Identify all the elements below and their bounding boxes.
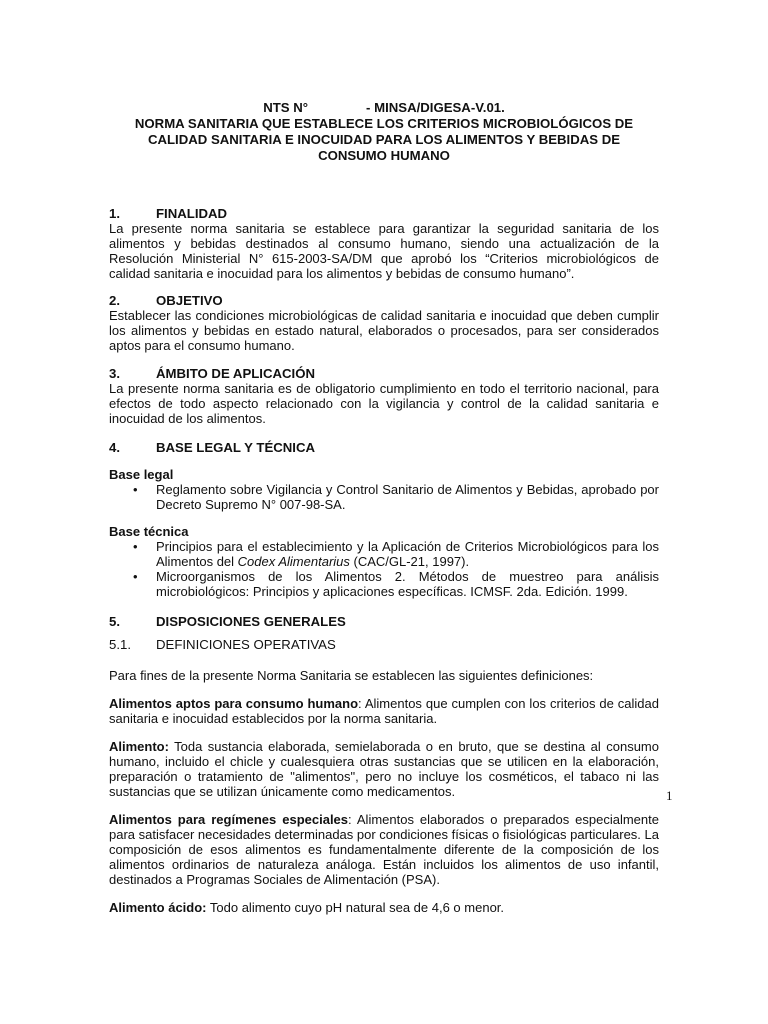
- codex-italic: Codex Alimentarius: [237, 554, 350, 569]
- list-item: • Microorganismos de los Alimentos 2. Métodos de muestreo para análisis microbiológicos: Principios y aplicaciones específicas. ICMSF. 2da. Edición. 1999.: [133, 569, 659, 599]
- section-number: 3.: [109, 366, 120, 381]
- base-tecnica-label: Base técnica: [109, 524, 189, 539]
- subsection-number: 5.1.: [109, 637, 131, 652]
- definition-alimento: [109, 739, 659, 799]
- section-heading-finalidad: [109, 206, 659, 221]
- document-title: [109, 100, 659, 164]
- definition-alimentos-aptos: [109, 696, 659, 726]
- definition-text: Todo alimento cuyo pH natural sea de 4,6 o menor.: [206, 900, 505, 915]
- definition-text: : Alimentos elaborados o preparados especialmente para satisfacer necesidades determinadas por condiciones físicas o fisiológicas particulares. La composición de esos alimentos es fundamentalmente diferente de la composición de los alimentos ordinarios de naturaleza análoga. Están incluidos los alimentos de uso infantil, destinados a Programas Sociales de Alimentación (PSA).: [109, 812, 659, 887]
- section-body-finalidad: La presente norma sanitaria se establece para garantizar la seguridad sanitaria de los alimentos y bebidas destinados al consumo humano, siendo una actualización de la Resolución Ministerial N° 615-2003-SA/DM que aprobó los “Criterios microbiológicos de calidad sanitaria e inocuidad para los alimentos y bebidas de consumo humano”.: [109, 221, 659, 281]
- section-heading-objetivo: [109, 293, 659, 308]
- title-line-1: NORMA SANITARIA QUE ESTABLECE LOS CRITERIOS MICROBIOLÓGICOS DE: [134, 116, 634, 131]
- section-heading-disposiciones: [109, 614, 659, 629]
- section-number: 1.: [109, 206, 120, 221]
- section-number: 4.: [109, 440, 120, 455]
- section-heading-ambito: [109, 366, 659, 381]
- definition-text: : Alimentos que cumplen con los criterios de calidad sanitaria e inocuidad establecidos por la norma sanitaria.: [109, 696, 659, 726]
- section-body-objetivo: Establecer las condiciones microbiológicas de calidad sanitaria e inocuidad que deben cumplir los alimentos y bebidas en estado natural, elaborados o procesados, para ser considerados aptos para el consumo humano.: [109, 308, 659, 353]
- definition-term: Alimentos para regímenes especiales: [109, 812, 349, 827]
- nts-label: NTS N°: [263, 100, 309, 115]
- subsection-title: DEFINICIONES OPERATIVAS: [156, 637, 336, 652]
- section-title: OBJETIVO: [156, 293, 223, 308]
- section-heading-base-legal: [109, 440, 659, 455]
- list-item: • Reglamento sobre Vigilancia y Control Sanitario de Alimentos y Bebidas, aprobado por Decreto Supremo N° 007-98-SA.: [133, 482, 659, 512]
- definition-text: Toda sustancia elaborada, semielaborada o en bruto, que se destina al consumo humano, incluido el chicle y cualesquiera otras sustancias que se utilicen en la elaboración, preparación o tratamiento de "alimentos", pero no incluye los cosméticos, el tabaco ni las sustancias que se utilizan únicamente como medicamentos.: [109, 739, 659, 799]
- document-page: [109, 100, 659, 915]
- list-item-text: (CAC/GL-21, 1997).: [349, 554, 470, 569]
- list-item-text: Principios para el establecimiento y la Aplicación de Criterios Microbiológicos para los Alimentos del: [156, 539, 659, 569]
- page-number: 1: [666, 788, 673, 803]
- nts-code: - MINSA/DIGESA-V.01.: [366, 100, 505, 115]
- section-title: FINALIDAD: [156, 206, 228, 221]
- section-title: ÁMBITO DE APLICACIÓN: [156, 366, 315, 381]
- definition-term: Alimento:: [109, 739, 169, 754]
- section-body-ambito: La presente norma sanitaria es de obligatorio cumplimiento en todo el territorio nacional, para efectos de todo aspecto relacionado con la vigilancia y control de la calidad sanitaria e inocuidad de los alimentos.: [109, 381, 659, 426]
- definition-term: Alimento ácido:: [109, 900, 207, 915]
- section-number: 2.: [109, 293, 120, 308]
- definition-regimenes-especiales: [109, 812, 659, 887]
- title-line-2: CALIDAD SANITARIA E INOCUIDAD PARA LOS ALIMENTOS Y BEBIDAS DE: [147, 132, 621, 147]
- title-line-3: CONSUMO HUMANO: [318, 148, 450, 163]
- base-legal-list: [109, 482, 659, 512]
- definition-alimento-acido: [109, 900, 659, 915]
- nts-line: [109, 100, 659, 116]
- base-legal-label: Base legal: [109, 467, 174, 482]
- list-item: [133, 539, 659, 569]
- subsection-heading-definiciones: [109, 637, 659, 652]
- definitions-intro: Para fines de la presente Norma Sanitaria se establecen las siguientes definiciones:: [109, 668, 594, 683]
- section-number: 5.: [109, 614, 120, 629]
- section-title: BASE LEGAL Y TÉCNICA: [156, 440, 316, 455]
- section-title: DISPOSICIONES GENERALES: [156, 614, 346, 629]
- definition-term: Alimentos aptos para consumo humano: [109, 696, 359, 711]
- base-tecnica-list: [109, 539, 659, 599]
